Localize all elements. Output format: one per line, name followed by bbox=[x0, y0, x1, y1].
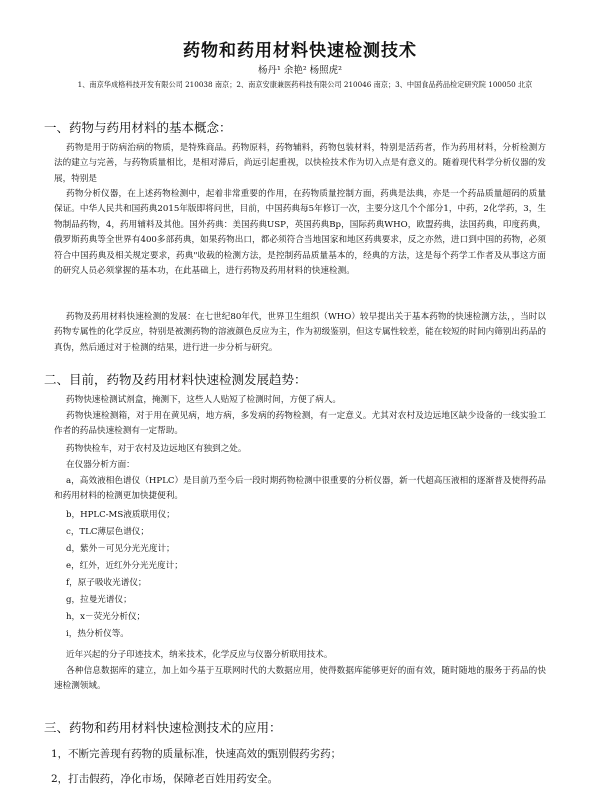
section-2-paragraph-c-text: 各种信息数据库的建立，加上如今基于互联网时代的大数据应用，使得数据库能够更好的面有效，随时随地的服务于药品的快速检测领域。 bbox=[54, 666, 546, 692]
application-item-2: 2，打击假药，净化市场，保障老百姓用药安全。 bbox=[51, 773, 279, 785]
application-item-1: 1，不断完善现有药物的质量标准，快速高效的甄别假药劣药； bbox=[51, 748, 342, 760]
section-2-line-3: 在仪器分析方面： bbox=[66, 460, 135, 470]
instrument-item: e，红外，近红外分光光度计； bbox=[66, 561, 183, 571]
instrument-item: g，拉曼光谱仪； bbox=[66, 595, 132, 605]
instrument-item: i，热分析仪等。 bbox=[66, 629, 129, 639]
section-1-paragraph-3-text: 药物及药用材料快速检测的发展：在七世纪80年代，世界卫生组织（WHO）较早提出关于基本药物的快速检测方法，，当时以药物专属性的化学反应，特别是被测药物的溶液颜色反应为主，作为初级鉴别，但这专属性较差，能在较短的时间内筛别出药品的真伪，然后通过对于检测的结果，进行进一步分析与研究。 bbox=[54, 312, 546, 353]
instrument-item: d，紫外－可见分光光度计； bbox=[66, 544, 175, 554]
section-2-paragraph-a-text: 药物快速检测箱，对于用在黄见病，地方病，多发病的药物检测，有一定意义。尤其对农村及边远地区缺少设备的一线实验工作者的药品快速检测有一定帮助。 bbox=[54, 411, 546, 437]
section-2-line-4: 近年兴起的分子印迹技术，纳米技术，化学反应与仪器分析联用技术。 bbox=[66, 650, 333, 660]
section-1-paragraph-1 bbox=[54, 141, 546, 187]
section-2-paragraph-b-text: a，高效液相色谱仪（HPLC）是目前乃至今后一段时期药物检测中很重要的分析仪器，新一代超高压液相的逐渐普及使得药品和药用材料的检测更加快捷便利。 bbox=[54, 476, 546, 502]
section-1-paragraph-2 bbox=[54, 187, 546, 279]
section-1-paragraph-1-text: 药物是用于防病治病的物质，是特殊商品。药物原料，药物辅料，药物包装材料，特别是活药者，作为药用材料，分析检测方法的建立与完善，与药物质量相比，是相对滞后，尚远引起重视，以快检技术作为切入点是有意义的。随着现代科学分析仪器的发展，特别是 bbox=[54, 143, 546, 184]
section-3-heading: 三、药物和药用材料快速检测技术的应用： bbox=[44, 720, 282, 735]
section-2-paragraph-b bbox=[54, 474, 546, 505]
instrument-item: f，原子吸收光谱仪； bbox=[66, 578, 147, 588]
instrument-item: h，x－荧光分析仪； bbox=[66, 612, 146, 622]
section-2-paragraph-a bbox=[54, 409, 546, 440]
section-2-heading: 二、目前，药物及药用材料快速检测发展趋势： bbox=[44, 372, 307, 387]
section-2-line-1: 药物快速检测试剂盒，掩测下，这些人人贴短了检测时间，方便了病人。 bbox=[66, 395, 342, 405]
affiliations: 1、南京华成格科技开发有限公司 210038 南京；2、南京安康兼医药科技有限公司 210046 南京；3、中国食品药品检定研究院 100050 北京 bbox=[77, 80, 533, 89]
section-1-paragraph-2-text: 药物分析仪器，在上述药物检测中，起着非常重要的作用，在药物质量控制方面，药典是法典，亦是一个药品质量超码的质量保证。中华人民共和国药典2015年版即将问世，目前，中国药典每5年修订一次，主要分这几个个部分1，中药，2化学药，3，生物制品药物，4，药用辅料及其他。国外药典：美国药典USP，英国药典Bp，国际药典WHO，欧盟药典，法国药典，印度药典，俄罗斯药典等全世界有400多部药典，如果药物出口，都必须符合当地国家和地区药典要求，反之亦然，进口到中国的药物，必须符合中国药典及相关规定要求，药典"收载的检测方法，是控制药品质量基本的，经典的方法，这是每个药学工作者及从事这方面的研究人员必须掌握的基本功，在此基础上，进行药物及药用材料的快速检测。 bbox=[54, 189, 546, 277]
instrument-item: b，HPLC-MS液质联用仪； bbox=[66, 510, 175, 520]
paper-title: 药物和药用材料快速检测技术 bbox=[183, 41, 417, 61]
section-1-heading: 一、药物与药用材料的基本概念： bbox=[44, 120, 232, 135]
section-1-paragraph-3 bbox=[54, 310, 546, 356]
section-2-line-2: 药物快检车，对于农村及边远地区有独到之处。 bbox=[66, 444, 247, 454]
section-2-paragraph-c bbox=[54, 664, 546, 695]
instrument-item: c，TLC薄层色谱仪； bbox=[66, 527, 149, 537]
authors: 杨丹¹ 余艳² 杨照虎² bbox=[258, 65, 342, 76]
